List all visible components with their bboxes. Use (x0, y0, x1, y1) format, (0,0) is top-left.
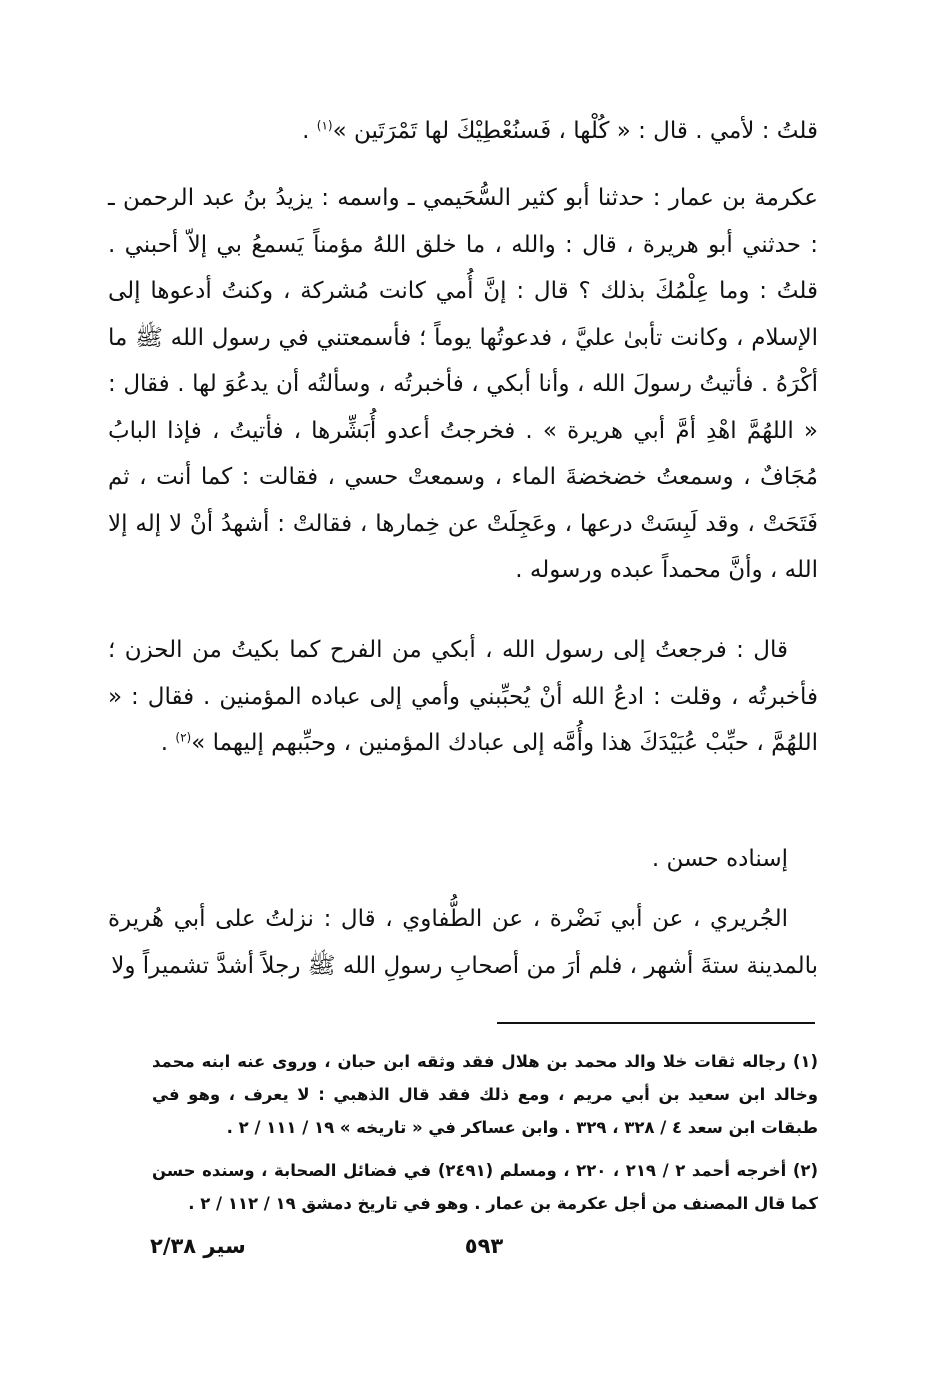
signature-mark: سير ٢/٣٨ (150, 1234, 246, 1258)
footnote-ref-1[interactable]: (١) (316, 118, 333, 133)
footnote-ref-2[interactable]: (٢) (175, 730, 192, 745)
paragraph-4-text: إسناده حسن . (651, 846, 788, 872)
paragraph-5 (108, 896, 818, 989)
footnotes (152, 1045, 818, 1220)
paragraph-1 (108, 108, 818, 155)
page-number: ٥٩٣ (464, 1234, 504, 1258)
footnote-2: (٢) أخرجه أحمد ٢ / ٢١٩ ، ٢٢٠ ، ومسلم (٢٤٩١) في فضائل الصحابة ، وسنده حسن كما قال المصنف من أجل عكرمة بن عمار . وهو في تاريخ دمشق ١٩ / ١١٢ / ٢ . (152, 1161, 819, 1213)
paragraph-2 (108, 175, 818, 594)
paragraph-5-text: الجُريري ، عن أبي نَضْرة ، عن الطُّفاوي ، قال : نزلتُ على أبي هُريرة بالمدينة ستةَ أشهر ، فلم أرَ من أصحابِ رسولِ الله ﷺ رجلاً أشدَّ تشميراً ولا (108, 906, 818, 979)
paragraph-1-text: قلتُ : لأمي . قال : « كُلْها ، فَسنُعْطِيْكَ لها تَمْرَتَين » (332, 118, 818, 144)
paragraph-3-text: قال : فرجعتُ إلى رسول الله ، أبكي من الفرح كما بكيتُ من الحزن ؛ فأخبرتُه ، وقلت : ادعُ الله أنْ يُحبِّبني وأمي إلى عباده المؤمنين . فقال : « اللهُمَّ ، حبِّبْ عُبَيْدَكَ هذا وأُمَّه إلى عبادك المؤمنين ، وحبِّبهم إليهما » (108, 637, 818, 756)
paragraph-4 (108, 836, 818, 883)
footnote-divider (497, 1022, 815, 1024)
page-footer (150, 1228, 818, 1268)
paragraph-3-end: . (160, 730, 176, 756)
paragraph-2-text: عكرمة بن عمار : حدثنا أبو كثير السُّحَيمي ـ واسمه : يزيدُ بنُ عبد الرحمن ـ : حدثني أبو هريرة ، قال : والله ، ما خلق اللهُ مؤمناً يَسمعُ بي إلاّ أحبني . قلتُ : وما عِلْمُكَ بذلك ؟ قال : إنَّ أُمي كانت مُشركة ، وكنتُ أدعوها إلى الإسلام ، وكانت تأبىٰ عليَّ ، فدعوتُها يوماً ؛ فأسمعتني في رسول الله ﷺ ما أكْرَهُ . فأتيتُ رسولَ الله ، وأنا أبكي ، فأخبرتُه ، وسألتُه أن يدعُوَ لها . فقال : « اللهُمَّ اهْدِ أمَّ أبي هريرة » . فخرجتُ أعدو أُبَشِّرها ، فأتيتُ ، فإذا البابُ مُجَافٌ ، وسمعتُ خضخضةَ الماء ، وسمعتْ حسي ، فقالت : كما أنت ، ثم فَتَحَتْ ، وقد لَبِسَتْ درعها ، وعَجِلَتْ عن خِمارها ، فقالتْ : أشهدُ أنْ لا إله إلا الله ، وأنَّ محمداً عبده ورسوله . (108, 185, 818, 583)
paragraph-1-end: . (302, 118, 317, 144)
footnote-1: (١) رجاله ثقات خلا والد محمد بن هلال فقد وثقه ابن حبان ، وروى عنه ابنه محمد وخالد ابن سعيد بن أبي مريم ، ومع ذلك فقد قال الذهبي : لا يعرف ، وهو في طبقات ابن سعد ٤ / ٣٢٨ ، ٣٢٩ . وابن عساكر في « تاريخه » ١٩ / ١١١ / ٢ . (152, 1052, 818, 1137)
paragraph-3 (108, 627, 818, 767)
